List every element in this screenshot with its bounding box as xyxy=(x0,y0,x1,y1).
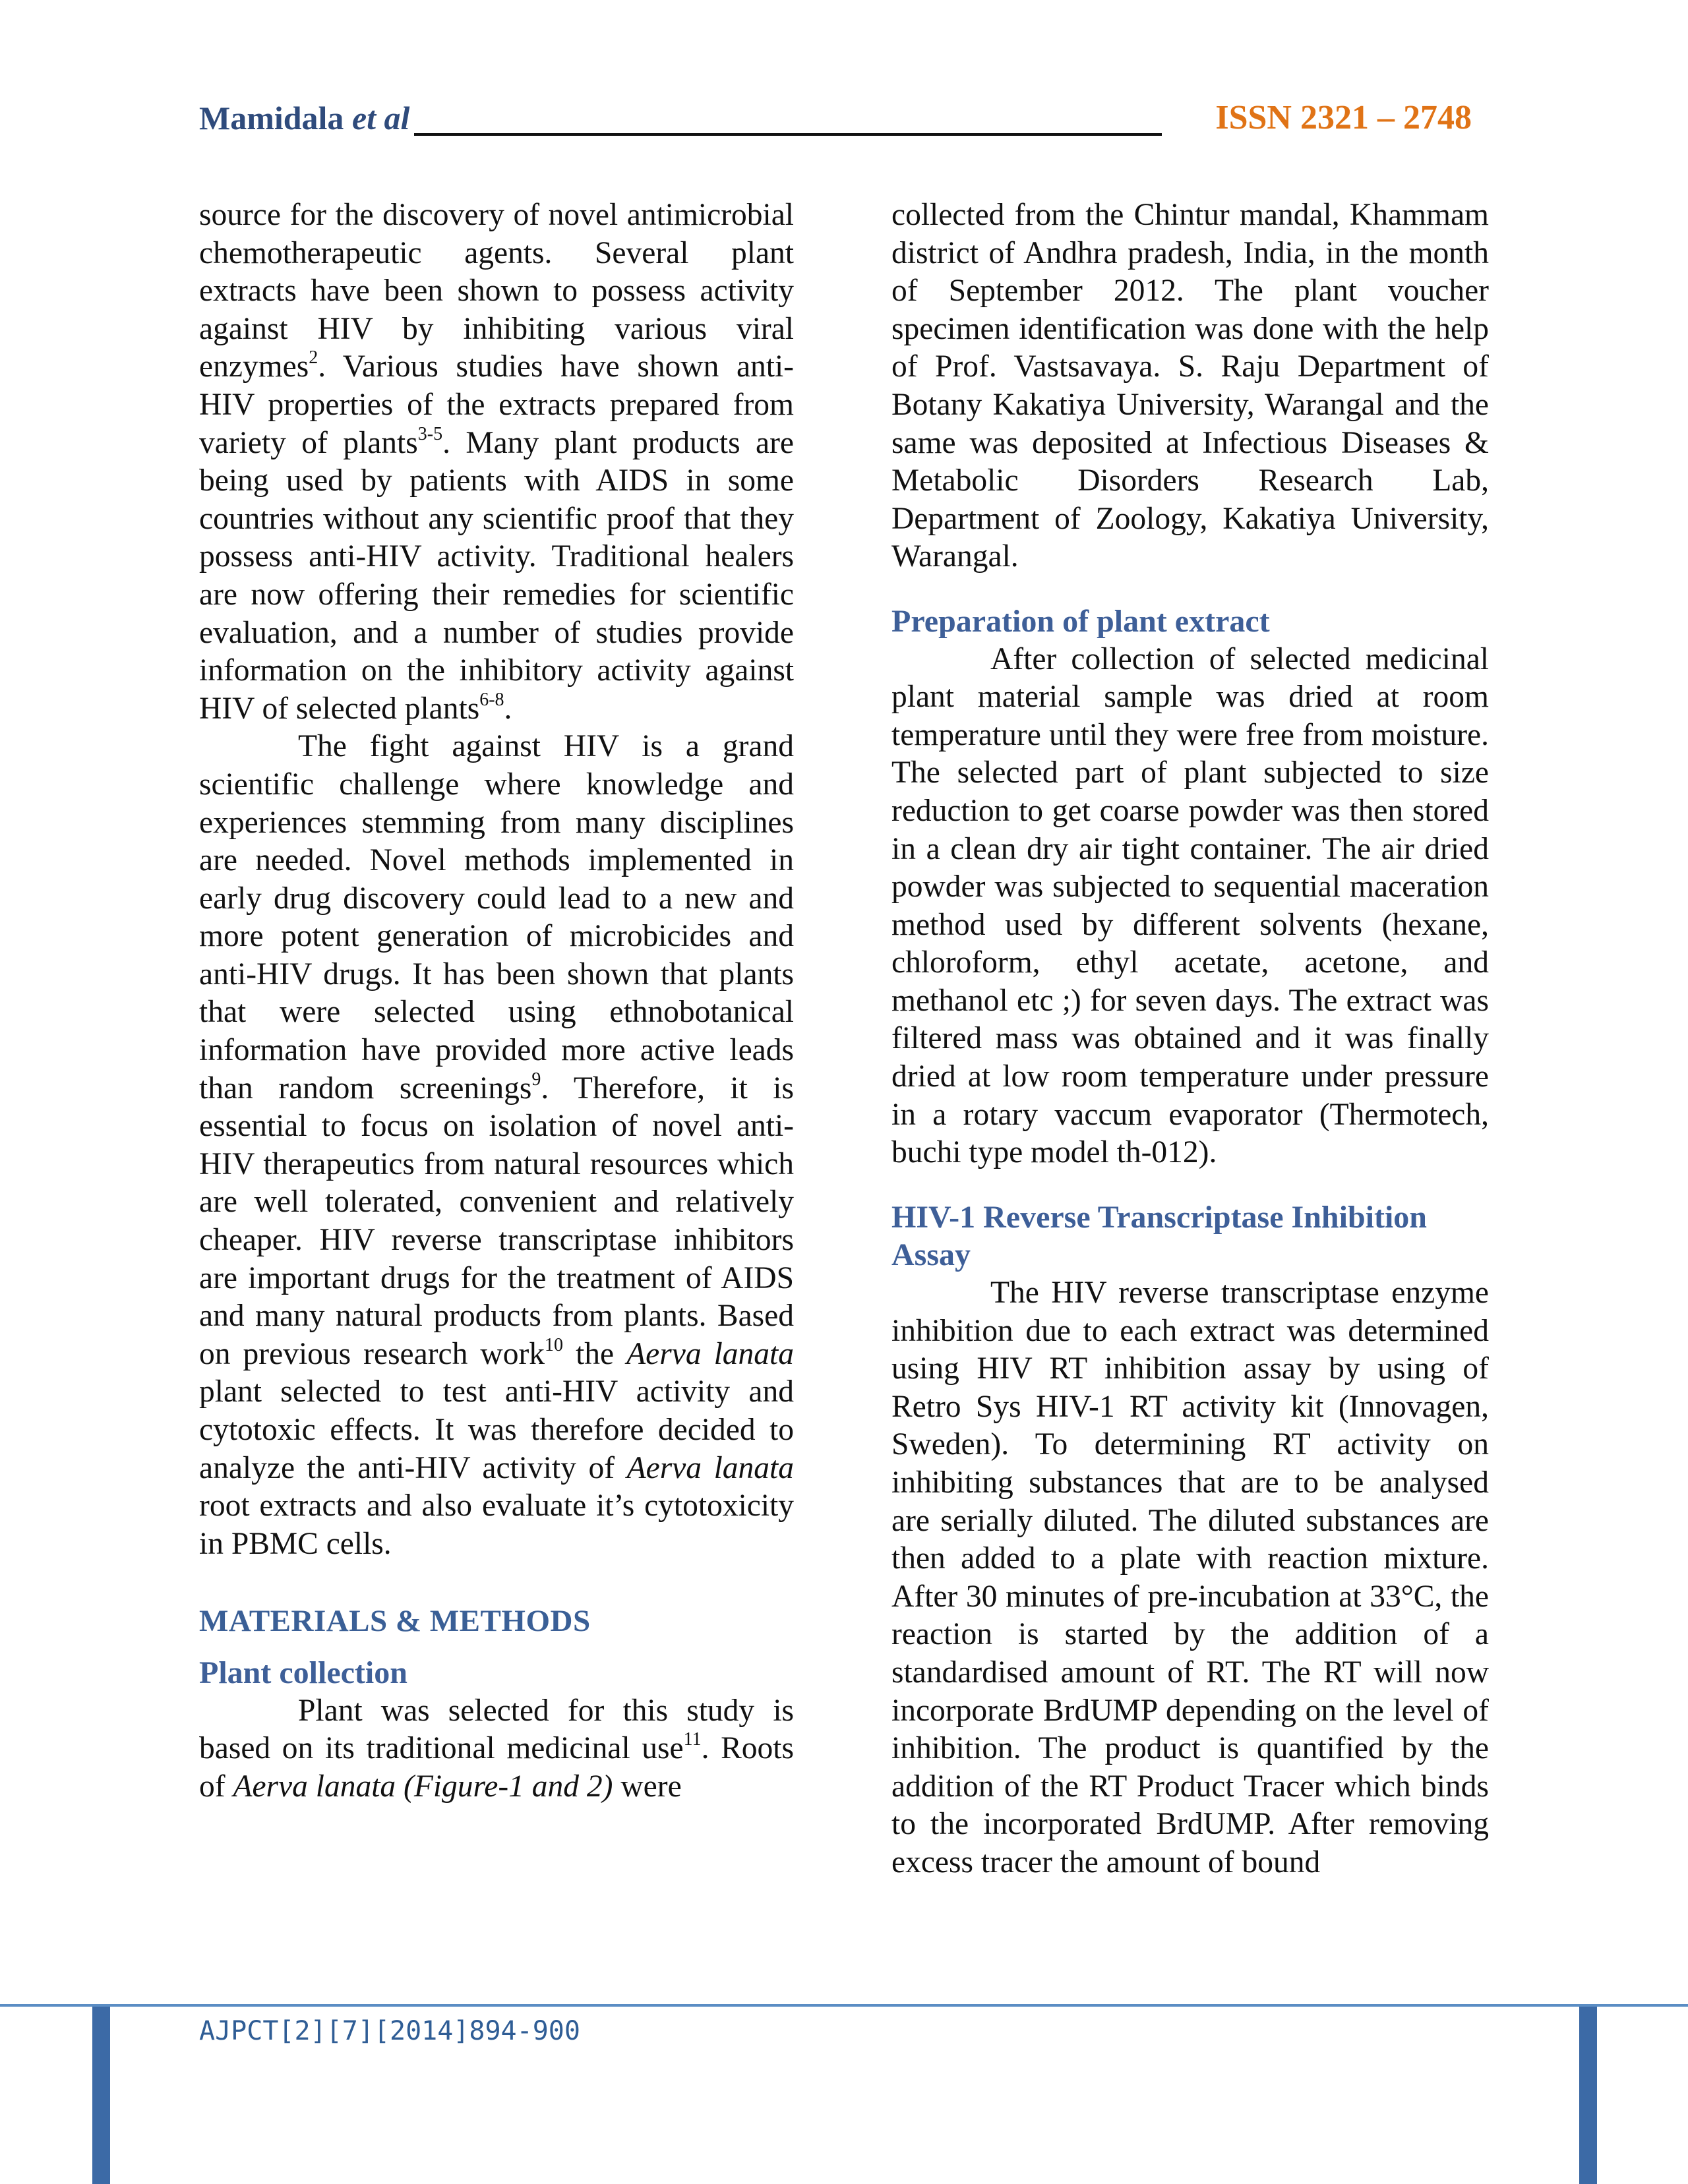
author-name: Mamidala xyxy=(199,100,344,136)
text-run: source for the discovery of novel antimicrobial chemotherapeutic agents. Several plant extracts have been shown to possess activity against HIV by inhibiting various viral enzymes xyxy=(199,198,794,384)
footer-bar-right xyxy=(1579,2007,1597,2184)
citation-ref: 11 xyxy=(683,1729,702,1750)
footer-citation: AJPCT[2][7][2014]894-900 xyxy=(199,2016,580,2046)
text-run: . Roots of xyxy=(199,1731,794,1804)
footer-rule xyxy=(0,2004,1688,2007)
spacer xyxy=(891,1172,1489,1198)
citation-ref: 6-8 xyxy=(479,689,504,710)
section-heading: MATERIALS & METHODS xyxy=(199,1604,591,1639)
footer-bar-left xyxy=(92,2007,110,2184)
citation-ref: 3-5 xyxy=(417,423,443,444)
right-paragraph-3: The HIV reverse transcriptase enzyme inhibition due to each extract was determined using HIV RT inhibition assay by using of Retro Sys HIV-1 RT activity kit (Innovagen, Sweden). To determining RT activity on inhibiting substances that are to be analysed are serially diluted. The diluted substances are then added to a plate with reaction mixture. After 30 minutes of pre-incubation at 33°C, the reaction is started by the addition of a standardised amount of RT. The RT will now incorporate BrdUMP depending on the level of inhibition. The product is quantified by the addition of the RT Product Tracer which binds to the incorporated BrdUMP. After removing excess tracer the amount of bound xyxy=(891,1276,1489,1879)
citation-ref: 2 xyxy=(309,347,318,369)
text-run: The fight against HIV is a grand scientific challenge where knowledge and experiences stemming from many disciplines are needed. Novel methods implemented in early drug discovery could lead to a new and more potent generation of microbicides and anti-HIV drugs. It has been shown that plants that were selected using ethnobotanical information have provided more active leads than random screenings xyxy=(199,729,794,1106)
left-paragraph-1 xyxy=(199,196,794,728)
text-run: were xyxy=(613,1769,682,1804)
text-run: . xyxy=(504,691,512,726)
author-etal: et al xyxy=(351,100,410,136)
text-run: root extracts and also evaluate it’s cytotoxicity in PBMC cells. xyxy=(199,1489,794,1561)
species-name: Aerva lanata xyxy=(626,1450,794,1485)
running-header xyxy=(199,98,1472,138)
subheading-rt-assay: HIV-1 Reverse Transcriptase Inhibition Assay xyxy=(891,1199,1427,1273)
citation-ref: 10 xyxy=(545,1334,564,1355)
text-run: plant selected to test anti-HIV activity and cytotoxic effects. It was therefore decided to analyze the anti-HIV activity of xyxy=(199,1374,794,1485)
right-paragraph-2: After collection of selected medicinal plant material sample was dried at room temperature until they were free from moisture. The selected part of plant subjected to size reduction to get coarse powder was then stored in a clean dry air tight container. The air dried powder was subjected to sequential maceration method used by different solvents (hexane, chloroform, ethyl acetate, acetone, and methanol etc ;) for seven days. The extract was filtered mass was obtained and it was finally dried at low room temperature under pressure in a rotary vaccum evaporator (Thermotech, buchi type model th-012). xyxy=(891,641,1489,1170)
header-author xyxy=(199,98,409,138)
text-run: Plant was selected for this study is based on its traditional medicinal use xyxy=(199,1693,794,1766)
right-paragraph-1: collected from the Chintur mandal, Khammam district of Andhra pradesh, India, in the month of September 2012. The plant voucher specimen identification was done with the help of Prof. Vastsavaya. S. Raju Department of Botany Kakatiya University, Warangal and the same was deposited at Infectious Diseases & Metabolic Disorders Research Lab, Department of Zoology, Kakatiya University, Warangal. xyxy=(891,198,1489,574)
left-paragraph-2 xyxy=(199,728,794,1563)
header-rule xyxy=(414,133,1162,136)
left-paragraph-3 xyxy=(199,1692,794,1806)
text-run: . Therefore, it is essential to focus on isolation of novel anti-HIV therapeutics from natural resources which are well tolerated, convenient and relatively cheaper. HIV reverse transcriptase inhibitors are important drugs for the treatment of AIDS and many natural products from plants. Based on previous research work xyxy=(199,1071,794,1371)
text-run: the xyxy=(563,1336,627,1371)
subheading-preparation: Preparation of plant extract xyxy=(891,603,1270,639)
spacer xyxy=(891,576,1489,603)
header-issn: ISSN 2321 – 2748 xyxy=(1215,99,1472,136)
right-column xyxy=(891,196,1489,1882)
species-name: Aerva lanata (Figure-1 and 2) xyxy=(233,1769,613,1804)
citation-ref: 9 xyxy=(531,1069,541,1090)
text-run: . Many plant products are being used by patients with AIDS in some countries without any scientific proof that they possess anti-HIV activity. Traditional healers are now offering their remedies for scientific evaluation, and a number of studies provide information on the inhibitory activity against HIV of selected plants xyxy=(199,425,794,726)
species-name: Aerva lanata xyxy=(626,1336,795,1371)
subheading-plant-collection: Plant collection xyxy=(199,1655,407,1690)
spacer xyxy=(199,1563,794,1603)
left-column xyxy=(199,196,794,1806)
text-run: . Various studies have shown anti-HIV properties of the extracts prepared from variety of plants xyxy=(199,349,794,460)
spacer xyxy=(199,1641,794,1654)
